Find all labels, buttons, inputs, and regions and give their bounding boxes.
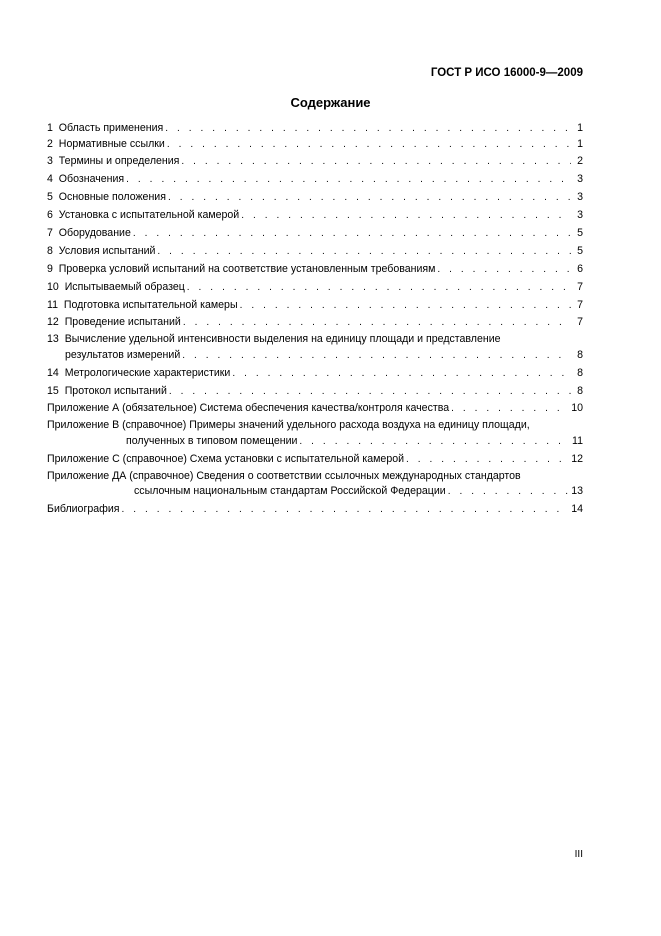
toc-page-number: 7: [577, 316, 583, 329]
dot-leader: [451, 400, 568, 418]
toc-appendix-a[interactable]: [47, 400, 583, 418]
toc-entry-10[interactable]: [47, 279, 583, 297]
toc-number: 4: [47, 173, 53, 186]
dot-leader: [133, 225, 571, 243]
toc-page-number: 6: [577, 262, 583, 275]
toc-title: Протокол испытаний: [64, 384, 167, 397]
toc-title-continuation: результатов измерений: [47, 347, 182, 365]
toc-page-number: 14: [571, 503, 583, 516]
toc-title: Проведение испытаний: [64, 316, 181, 329]
table-of-contents: [47, 122, 583, 519]
toc-page-number: 13: [571, 485, 583, 498]
document-header: ГОСТ Р ИСО 16000-9—2009: [430, 67, 583, 79]
toc-appendix-da-continuation[interactable]: [47, 483, 583, 501]
dot-leader: [168, 189, 571, 207]
toc-title: Вычисление удельной интенсивности выделения на единицу площади и представление: [64, 333, 501, 346]
toc-title: Основные положения: [58, 191, 166, 204]
toc-number: 5: [47, 191, 53, 204]
toc-number: 14: [47, 366, 59, 379]
toc-page-number: 8: [577, 366, 583, 379]
toc-title: Приложение С (справочное) Схема установки с испытательной камерой: [47, 451, 406, 469]
toc-entry-3[interactable]: [47, 153, 583, 171]
toc-page-number: 3: [577, 191, 583, 204]
toc-appendix-da[interactable]: [47, 469, 583, 484]
toc-entry-12[interactable]: [47, 314, 583, 332]
dot-leader: [182, 347, 571, 365]
page-number-footer: III: [574, 849, 583, 860]
toc-entry-4[interactable]: [47, 171, 583, 189]
dot-leader: [437, 261, 571, 279]
toc-title: Проверка условий испытаний на соответствие установленным требованиям: [58, 262, 436, 275]
toc-title: Приложение В (справочное) Примеры значений удельного расхода воздуха на единицу площади,: [47, 419, 530, 432]
toc-title: Оборудование: [58, 226, 131, 239]
toc-title: Метрологические характеристики: [64, 366, 231, 379]
dot-leader: [169, 383, 571, 401]
toc-entry-1[interactable]: [47, 122, 583, 136]
toc-number: 7: [47, 226, 53, 239]
toc-appendix-b-continuation[interactable]: [47, 433, 583, 451]
toc-title: Область применения: [58, 122, 164, 134]
toc-number: 15: [47, 384, 59, 397]
toc-page-number: 5: [577, 244, 583, 257]
toc-page-number: 12: [571, 452, 583, 465]
toc-entry-9[interactable]: [47, 261, 583, 279]
toc-entry-11[interactable]: [47, 297, 583, 315]
toc-page-number: 1: [577, 122, 583, 134]
toc-page-number: 10: [571, 402, 583, 415]
toc-number: 1: [47, 122, 53, 134]
toc-page-number: 11: [572, 434, 583, 447]
toc-entry-7[interactable]: [47, 225, 583, 243]
toc-entry-8[interactable]: [47, 243, 583, 261]
dot-leader: [406, 451, 568, 469]
toc-title: Термины и определения: [58, 155, 180, 168]
toc-entry-13[interactable]: [47, 332, 583, 347]
dot-leader: [167, 136, 571, 154]
toc-title: Подготовка испытательной камеры: [63, 298, 238, 311]
dot-leader: [157, 243, 571, 261]
dot-leader: [232, 365, 571, 383]
toc-page-number: 1: [577, 137, 583, 150]
toc-number: 2: [47, 137, 53, 150]
toc-number: 13: [47, 333, 59, 346]
dot-leader: [241, 207, 571, 225]
toc-title: Библиография: [47, 501, 121, 519]
toc-number: 12: [47, 316, 59, 329]
page-title: Содержание: [290, 95, 371, 110]
toc-entry-5[interactable]: [47, 189, 583, 207]
toc-entry-15[interactable]: [47, 383, 583, 401]
toc-page-number: 3: [577, 173, 583, 186]
toc-title: Обозначения: [58, 173, 125, 186]
toc-title: Установка с испытательной камерой: [58, 209, 240, 222]
dot-leader: [126, 171, 571, 189]
toc-bibliography[interactable]: [47, 501, 583, 519]
toc-title-continuation: полученных в типовом помещении: [47, 433, 299, 451]
toc-number: 8: [47, 244, 53, 257]
toc-entry-6[interactable]: [47, 207, 583, 225]
toc-entry-13-continuation[interactable]: [47, 347, 583, 365]
toc-page-number: 8: [577, 348, 583, 361]
toc-number: 6: [47, 209, 53, 222]
dot-leader: [187, 279, 571, 297]
dot-leader: [448, 483, 569, 501]
toc-page-number: 7: [577, 280, 583, 293]
toc-appendix-c[interactable]: [47, 451, 583, 469]
toc-title: Приложение А (обязательное) Система обеспечения качества/контроля качества: [47, 400, 451, 418]
toc-page-number: 3: [577, 209, 583, 222]
dot-leader: [299, 433, 569, 451]
toc-page-number: 2: [577, 155, 583, 168]
toc-number: 10: [47, 280, 59, 293]
toc-number: 9: [47, 262, 53, 275]
toc-title-continuation: ссылочным национальным стандартам Российской Федерации: [47, 483, 448, 501]
toc-title: Испытываемый образец: [64, 280, 185, 293]
toc-title: Условия испытаний: [58, 244, 156, 257]
toc-entry-14[interactable]: [47, 365, 583, 383]
toc-page-number: 7: [577, 298, 583, 311]
toc-title: Приложение ДА (справочное) Сведения о соответствии ссылочных международных стандартов: [47, 469, 521, 482]
toc-page-number: 8: [577, 384, 583, 397]
dot-leader: [183, 314, 571, 332]
toc-entry-2[interactable]: [47, 136, 583, 154]
toc-page-number: 5: [577, 226, 583, 239]
toc-number: 3: [47, 155, 53, 168]
toc-appendix-b[interactable]: [47, 418, 583, 433]
dot-leader: [121, 501, 568, 519]
toc-number: 11: [47, 298, 58, 311]
toc-title: Нормативные ссылки: [58, 137, 165, 150]
dot-leader: [181, 153, 571, 171]
dot-leader: [240, 297, 571, 315]
dot-leader: [165, 122, 571, 136]
